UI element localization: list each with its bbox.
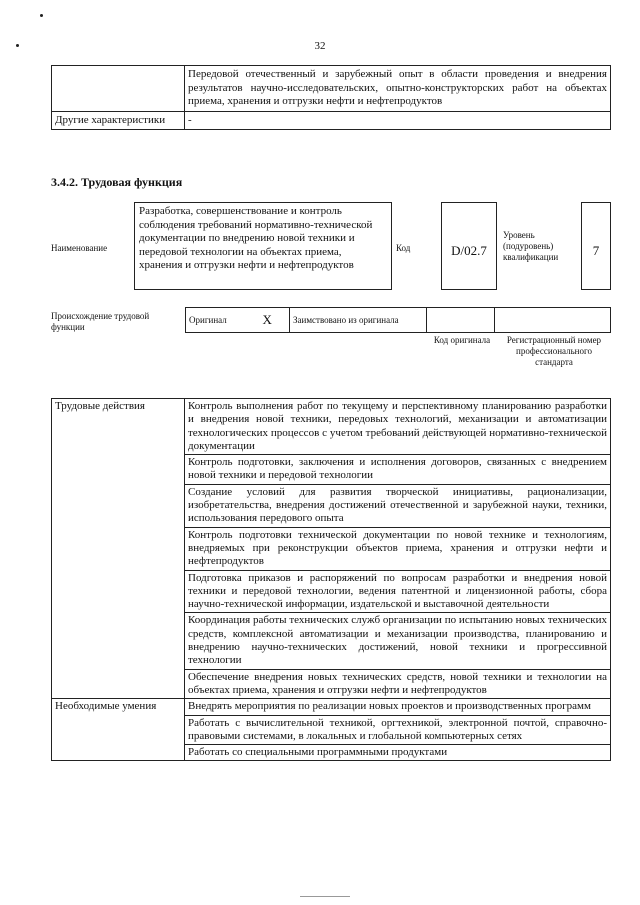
list-item: Внедрять мероприятия по реализации новых проектов и производственных программ <box>185 699 611 715</box>
list-item: Обеспечение внедрения новых технических средств, новой техники и технологии на объектах приема, хранения и отгрузки нефти и нефтепродуктов <box>185 669 611 699</box>
origin-label: Происхождение трудовой функции <box>51 311 150 332</box>
scan-speck <box>40 14 43 17</box>
row-label <box>52 66 185 112</box>
row-label: Другие характеристики <box>52 111 185 130</box>
list-item: Подготовка приказов и распоряжений по вопросам разработки и внедрения новой техники и передовой технологии, ведения патентной и лицензионной работы, сбора научно-технической информации, издательской и выставочной деятельности <box>185 570 611 613</box>
code-label: Код <box>396 243 411 253</box>
list-item: Контроль подготовки, заключения и исполнения договоров, связанных с внедрением новой техники и передовой технологии <box>185 455 611 485</box>
level-box: 7 <box>581 202 611 290</box>
list-item: Создание условий для развития творческой инициативы, рационализации, изобретательства, внедрения достижений отечественной и зарубежной науки, техники, использования передового опыта <box>185 484 611 527</box>
name-label: Наименование <box>51 243 108 253</box>
scan-edge-mark <box>300 896 350 897</box>
code-original-caption: Код оригинала <box>433 335 491 345</box>
page-number: 32 <box>314 40 326 52</box>
labor-function-table <box>51 398 611 761</box>
function-name-box: Разработка, совершенствование и контроль соблюдения требований нормативно-технической документации по внедрению новой техники и передовой технологии на объектах приема, хранения и отгрузки нефти и нефтепродуктов <box>134 202 392 290</box>
list-item: Координация работы технических служб организации по испытанию новых технических средств, комплексной автоматизации и механизации производства, планированию и внедрению научно-технических достижений, новой техники и прогрессивной технологии <box>185 613 611 669</box>
level-label: Уровень (подуровень) квалификации <box>503 230 559 262</box>
original-mark: X <box>246 308 290 333</box>
table-row <box>52 66 611 112</box>
row-value: - <box>185 111 611 130</box>
table-row <box>186 308 611 333</box>
reg-number-caption: Регистрационный номер профессионального стандарта <box>506 335 602 367</box>
origin-table <box>185 307 611 333</box>
borrowed-label: Заимствовано из оригинала <box>290 308 427 333</box>
list-item: Контроль выполнения работ по текущему и перспективному планированию разработки и внедрения новой техники, передовых технологий, механизации и автоматизации технологических процессов с учетом требований действующей нормативно-технической документации <box>185 399 611 455</box>
table-row <box>52 111 611 130</box>
table-row <box>52 699 611 715</box>
list-item: Работать со специальными программными продуктами <box>185 745 611 761</box>
code-original-cell <box>427 308 495 333</box>
characteristics-table <box>51 65 611 130</box>
original-label: Оригинал <box>186 308 246 333</box>
list-item: Работать с вычислительной техникой, оргтехникой, электронной почтой, справочно-правовыми системами, в локальных и глобальной компьютерных сетях <box>185 715 611 745</box>
category-labor-actions: Трудовые действия <box>52 399 185 699</box>
row-value: Передовой отечественный и зарубежный опыт в области проведения и внедрения результатов научно-исследовательских, опытно-конструкторских работ на объектах приема, хранения и отгрузки нефти и нефтепродуктов <box>185 66 611 112</box>
function-code-box: D/02.7 <box>441 202 497 290</box>
reg-number-cell <box>495 308 611 333</box>
list-item: Контроль подготовки технической документации по новой технике и технологиям, внедряемых при реконструкции объектов приема, хранения и отгрузки нефти и нефтепродуктов <box>185 527 611 570</box>
section-title: 3.4.2. Трудовая функция <box>51 175 183 189</box>
table-row <box>52 399 611 455</box>
category-required-skills: Необходимые умения <box>52 699 185 761</box>
